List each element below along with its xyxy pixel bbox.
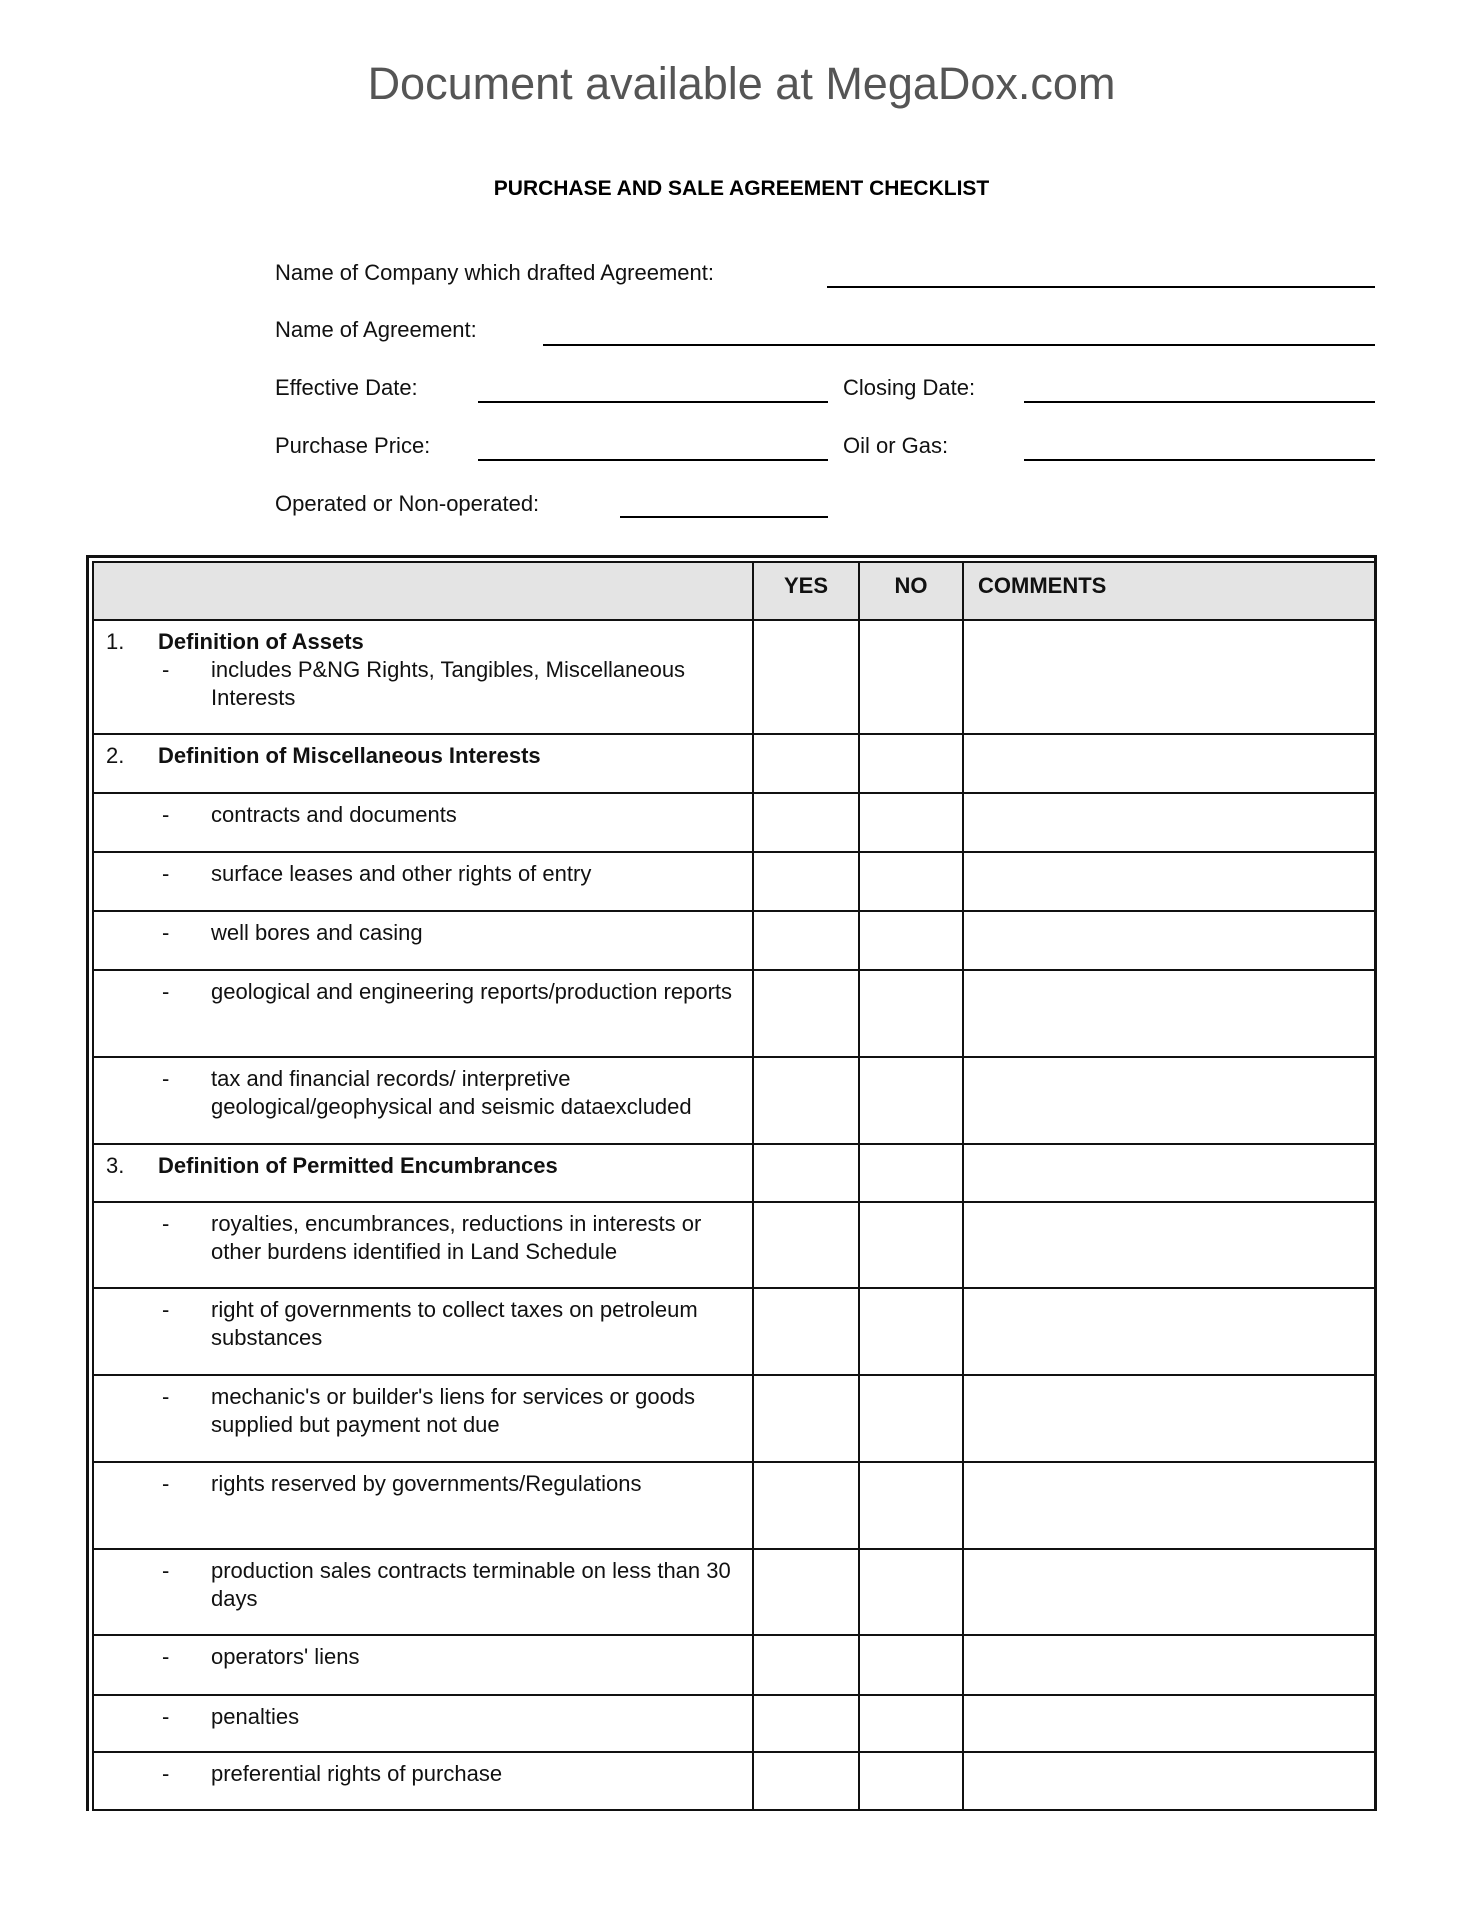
checklist-item <box>94 1753 752 1788</box>
effective-date-label: Effective Date: <box>275 375 418 400</box>
checklist-item-cell <box>93 1288 753 1375</box>
comments-cell[interactable] <box>963 1549 1375 1635</box>
checklist-item <box>94 1145 752 1180</box>
sub-item <box>94 1760 744 1788</box>
yes-checkbox-cell[interactable] <box>753 1635 859 1695</box>
comments-cell[interactable] <box>963 1144 1375 1202</box>
checklist-item-cell <box>93 1752 753 1810</box>
no-checkbox-cell[interactable] <box>859 911 963 970</box>
sub-item-text: preferential rights of purchase <box>211 1761 503 1786</box>
checklist-item-cell <box>93 1462 753 1549</box>
checklist-item-cell <box>93 1549 753 1635</box>
no-checkbox-cell[interactable] <box>859 1144 963 1202</box>
sub-item-text: contracts and documents <box>211 802 457 827</box>
sub-item <box>94 978 744 1006</box>
comments-cell[interactable] <box>963 1375 1375 1462</box>
sub-item <box>94 1296 744 1352</box>
checklist-item-cell <box>93 734 753 793</box>
item-number: 2. <box>106 743 125 768</box>
sub-item <box>94 801 744 829</box>
checklist-item-cell <box>93 620 753 734</box>
checklist-item-cell <box>93 911 753 970</box>
no-checkbox-cell[interactable] <box>859 1635 963 1695</box>
no-checkbox-cell[interactable] <box>859 1057 963 1144</box>
checklist-item <box>94 1058 752 1121</box>
yes-checkbox-cell[interactable] <box>753 1288 859 1375</box>
comments-cell[interactable] <box>963 852 1375 911</box>
closing-date-label: Closing Date: <box>843 375 976 400</box>
comments-cell[interactable] <box>963 1635 1375 1695</box>
checklist-item-cell <box>93 1375 753 1462</box>
table-row <box>93 1462 1375 1549</box>
table-row <box>93 1288 1375 1375</box>
table-header-row <box>93 562 1375 620</box>
dash-bullet-icon: - <box>162 1211 170 1236</box>
header-yes: YES <box>753 562 859 620</box>
checklist-item <box>94 735 752 770</box>
checklist-item-cell <box>93 1144 753 1202</box>
dash-bullet-icon: - <box>162 657 170 682</box>
checklist-item-cell <box>93 793 753 852</box>
checklist-item-cell <box>93 1202 753 1288</box>
checklist-table <box>92 561 1376 1811</box>
sub-item <box>94 1470 744 1498</box>
section-title: Definition of Permitted Encumbrances <box>158 1153 558 1178</box>
dash-bullet-icon: - <box>162 802 170 827</box>
comments-cell[interactable] <box>963 1752 1375 1810</box>
no-checkbox-cell[interactable] <box>859 793 963 852</box>
sub-item <box>94 1210 744 1266</box>
sub-item <box>94 860 744 888</box>
checklist-item-cell <box>93 1695 753 1752</box>
comments-cell[interactable] <box>963 970 1375 1057</box>
no-checkbox-cell[interactable] <box>859 734 963 793</box>
dash-bullet-icon: - <box>162 979 170 1004</box>
checklist-item <box>94 912 752 947</box>
sub-item <box>94 656 744 712</box>
table-row <box>93 1549 1375 1635</box>
table-row <box>93 1144 1375 1202</box>
section-title: Definition of Assets <box>158 629 364 654</box>
dash-bullet-icon: - <box>162 1066 170 1091</box>
comments-cell[interactable] <box>963 734 1375 793</box>
oil-or-gas-field[interactable] <box>1024 459 1375 461</box>
yes-checkbox-cell[interactable] <box>753 852 859 911</box>
sub-item <box>94 1065 744 1121</box>
dash-bullet-icon: - <box>162 1644 170 1669</box>
sub-item-text: surface leases and other rights of entry <box>211 861 592 886</box>
no-checkbox-cell[interactable] <box>859 1549 963 1635</box>
no-checkbox-cell[interactable] <box>859 1288 963 1375</box>
yes-checkbox-cell[interactable] <box>753 620 859 734</box>
yes-checkbox-cell[interactable] <box>753 970 859 1057</box>
effective-date-field[interactable] <box>478 401 828 403</box>
checklist-item <box>94 1550 752 1613</box>
item-number: 1. <box>106 629 125 654</box>
checklist-item <box>94 971 752 1006</box>
agreement-field[interactable] <box>543 344 1375 346</box>
sub-item-text: operators' liens <box>211 1644 360 1669</box>
sub-item-text: geological and engineering reports/production reports <box>211 979 733 1004</box>
checklist-item <box>94 1376 752 1439</box>
checklist-item <box>94 1696 752 1731</box>
no-checkbox-cell[interactable] <box>859 1375 963 1462</box>
no-checkbox-cell[interactable] <box>859 620 963 734</box>
yes-checkbox-cell[interactable] <box>753 1695 859 1752</box>
sub-item <box>94 919 744 947</box>
sub-item-text: right of governments to collect taxes on petroleum substances <box>211 1297 698 1350</box>
checklist-item <box>94 794 752 829</box>
watermark: Document available at MegaDox.com <box>367 58 1116 109</box>
company-field[interactable] <box>827 286 1375 288</box>
no-checkbox-cell[interactable] <box>859 1202 963 1288</box>
header-item <box>93 562 753 620</box>
sub-item <box>94 1557 744 1613</box>
purchase-price-field[interactable] <box>478 459 828 461</box>
dash-bullet-icon: - <box>162 1471 170 1496</box>
yes-checkbox-cell[interactable] <box>753 1144 859 1202</box>
table-row <box>93 734 1375 793</box>
comments-cell[interactable] <box>963 1462 1375 1549</box>
dash-bullet-icon: - <box>162 1761 170 1786</box>
yes-checkbox-cell[interactable] <box>753 1057 859 1144</box>
checklist-item <box>94 1463 752 1498</box>
checklist-item-cell <box>93 852 753 911</box>
checklist-item-cell <box>93 1057 753 1144</box>
no-checkbox-cell[interactable] <box>859 852 963 911</box>
table-row <box>93 1752 1375 1810</box>
checklist-item-cell <box>93 970 753 1057</box>
checklist-item <box>94 621 752 712</box>
checklist-item <box>94 1203 752 1266</box>
item-number: 3. <box>106 1153 125 1178</box>
yes-checkbox-cell[interactable] <box>753 911 859 970</box>
yes-checkbox-cell[interactable] <box>753 1462 859 1549</box>
operated-label: Operated or Non-operated: <box>275 491 540 516</box>
comments-cell[interactable] <box>963 620 1375 734</box>
table-row <box>93 1635 1375 1695</box>
no-checkbox-cell[interactable] <box>859 970 963 1057</box>
table-row <box>93 793 1375 852</box>
sub-item-text: tax and financial records/ interpretive geological/geophysical and seismic dataexcluded <box>211 1066 692 1119</box>
dash-bullet-icon: - <box>162 1297 170 1322</box>
table-row <box>93 970 1375 1057</box>
purchase-price-label: Purchase Price: <box>275 433 431 458</box>
sub-item-text: well bores and casing <box>211 920 423 945</box>
table-row <box>93 1057 1375 1144</box>
table-row <box>93 1695 1375 1752</box>
table-row <box>93 852 1375 911</box>
dash-bullet-icon: - <box>162 861 170 886</box>
oil-or-gas-label: Oil or Gas: <box>843 433 949 458</box>
yes-checkbox-cell[interactable] <box>753 734 859 793</box>
yes-checkbox-cell[interactable] <box>753 1752 859 1810</box>
checklist-item-cell <box>93 1635 753 1695</box>
table-row <box>93 1375 1375 1462</box>
checklist-item <box>94 1636 752 1671</box>
table-row <box>93 1202 1375 1288</box>
agreement-label: Name of Agreement: <box>275 317 477 342</box>
table-row <box>93 620 1375 734</box>
checklist-item <box>94 1289 752 1352</box>
dash-bullet-icon: - <box>162 1558 170 1583</box>
sub-item <box>94 1383 744 1439</box>
dash-bullet-icon: - <box>162 1704 170 1729</box>
checklist-item <box>94 853 752 888</box>
yes-checkbox-cell[interactable] <box>753 1549 859 1635</box>
comments-cell[interactable] <box>963 793 1375 852</box>
sub-item <box>94 1703 744 1731</box>
header-comments: COMMENTS <box>963 562 1375 620</box>
sub-item-text: production sales contracts terminable on less than 30 days <box>211 1558 731 1611</box>
yes-checkbox-cell[interactable] <box>753 793 859 852</box>
section-title: Definition of Miscellaneous Interests <box>158 743 541 768</box>
table-row <box>93 911 1375 970</box>
yes-checkbox-cell[interactable] <box>753 1202 859 1288</box>
comments-cell[interactable] <box>963 1057 1375 1144</box>
dash-bullet-icon: - <box>162 1384 170 1409</box>
comments-cell[interactable] <box>963 1288 1375 1375</box>
dash-bullet-icon: - <box>162 920 170 945</box>
sub-item-text: penalties <box>211 1704 300 1729</box>
closing-date-field[interactable] <box>1024 401 1375 403</box>
document-title: PURCHASE AND SALE AGREEMENT CHECKLIST <box>493 177 990 200</box>
sub-item-text: includes P&NG Rights, Tangibles, Miscellaneous Interests <box>211 657 686 710</box>
sub-item-text: mechanic's or builder's liens for services or goods supplied but payment not due <box>211 1384 696 1437</box>
sub-item-text: royalties, encumbrances, reductions in interests or other burdens identified in Land Schedule <box>211 1211 702 1264</box>
no-checkbox-cell[interactable] <box>859 1752 963 1810</box>
sub-item-text: rights reserved by governments/Regulations <box>211 1471 642 1496</box>
comments-cell[interactable] <box>963 1202 1375 1288</box>
no-checkbox-cell[interactable] <box>859 1462 963 1549</box>
comments-cell[interactable] <box>963 911 1375 970</box>
no-checkbox-cell[interactable] <box>859 1695 963 1752</box>
company-label: Name of Company which drafted Agreement: <box>275 260 715 285</box>
operated-field[interactable] <box>620 516 828 518</box>
header-no: NO <box>859 562 963 620</box>
sub-item <box>94 1643 744 1671</box>
yes-checkbox-cell[interactable] <box>753 1375 859 1462</box>
comments-cell[interactable] <box>963 1695 1375 1752</box>
